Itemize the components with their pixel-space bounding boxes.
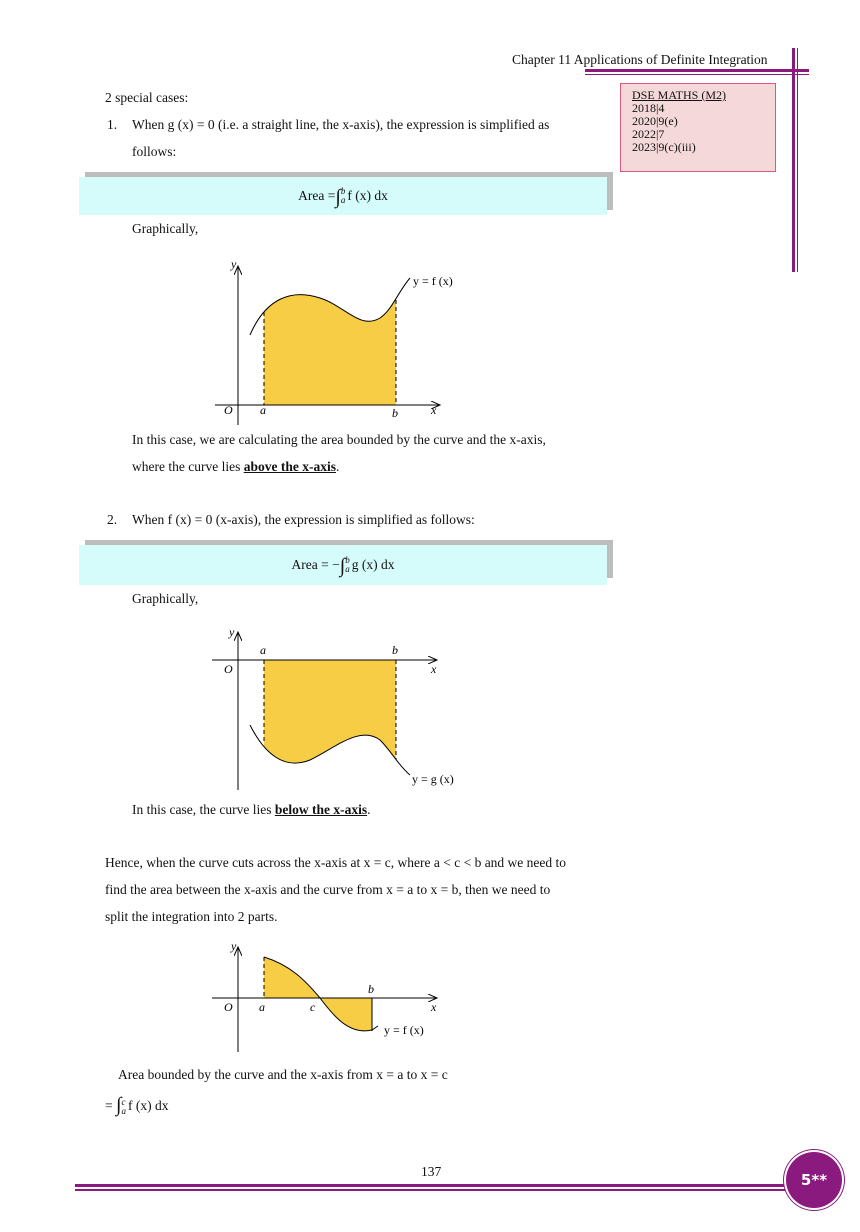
case2-text: When f (x) = 0 (x-axis), the expression is simplified as follows: bbox=[132, 512, 475, 527]
text: . bbox=[335, 459, 340, 474]
text: . bbox=[367, 802, 371, 817]
integrand: f (x) dx bbox=[127, 1098, 169, 1113]
dse-ref: 2022|7 bbox=[632, 127, 665, 141]
text: In this case, the curve lies bbox=[132, 802, 275, 817]
y-label: y bbox=[229, 625, 235, 639]
chapter-title: Chapter 11 Applications of Definite Integration bbox=[512, 52, 768, 67]
origin-label: O bbox=[224, 662, 233, 676]
hence-text-1: Hence, when the curve cuts across the x-axis at x = c, where a < c < b and we need to bbox=[105, 855, 567, 870]
graphically-label: Graphically, bbox=[132, 221, 199, 236]
intro-text: 2 special cases: bbox=[105, 90, 189, 105]
page-number: 137 bbox=[421, 1164, 442, 1179]
upper-limit: b bbox=[345, 555, 350, 565]
formula-box-1: Area = ∫ b a f (x) dx bbox=[79, 177, 607, 215]
hence-text-3: split the integration into 2 parts. bbox=[105, 909, 278, 924]
curve-label: y = f (x) bbox=[384, 1023, 424, 1037]
hence-text-2: find the area between the x-axis and the curve from x = a to x = b, then we need to bbox=[105, 882, 551, 897]
formula-lhs: Area = bbox=[298, 188, 336, 203]
dse-ref: 2023|9(c)(iii) bbox=[632, 140, 696, 154]
area-formula: = ∫ c a f (x) dx bbox=[105, 1094, 169, 1116]
b-label: b bbox=[368, 982, 374, 996]
emphasis: below the x-axis bbox=[274, 802, 368, 817]
formula-lhs: Area = − bbox=[291, 557, 340, 572]
upper-limit: c bbox=[121, 1096, 126, 1107]
curve-label: y = g (x) bbox=[412, 772, 454, 786]
curve-label: y = f (x) bbox=[413, 274, 453, 288]
lower-limit: a bbox=[121, 1105, 126, 1116]
level-badge: 5** bbox=[784, 1150, 844, 1210]
footer-rule-thin bbox=[75, 1189, 790, 1191]
y-label: y bbox=[231, 257, 237, 271]
y-label: y bbox=[231, 939, 237, 953]
x-label: x bbox=[431, 403, 437, 417]
x-label: x bbox=[431, 662, 437, 676]
b-label: b bbox=[392, 643, 398, 657]
dse-ref: 2020|9(e) bbox=[632, 114, 678, 128]
c-label: c bbox=[310, 1000, 316, 1014]
text: where the curve lies bbox=[132, 459, 244, 474]
integrand: f (x) dx bbox=[347, 188, 388, 203]
dse-title: DSE MATHS (M2) bbox=[632, 88, 727, 102]
upper-limit: b bbox=[340, 186, 346, 196]
a-label: a bbox=[260, 643, 266, 657]
case1-number: 1. bbox=[107, 117, 118, 132]
b-label: b bbox=[392, 406, 398, 420]
case2-number: 2. bbox=[107, 512, 118, 527]
origin-label: O bbox=[224, 1000, 233, 1014]
dse-ref: 2018|4 bbox=[632, 101, 665, 115]
a-label: a bbox=[260, 403, 266, 417]
footer-rule bbox=[75, 1184, 790, 1187]
case2-desc bbox=[132, 802, 370, 818]
case1-text-2: follows: bbox=[132, 144, 177, 159]
lower-limit: a bbox=[345, 564, 350, 574]
graph-area-above-axis bbox=[215, 257, 453, 425]
graphically-label: Graphically, bbox=[132, 591, 199, 606]
x-label: x bbox=[431, 1000, 437, 1014]
emphasis: above the x-axis bbox=[243, 459, 336, 474]
lower-limit: a bbox=[340, 195, 346, 205]
graph-crossing-axis bbox=[212, 939, 437, 1052]
a-label: a bbox=[259, 1000, 265, 1014]
integrand: g (x) dx bbox=[351, 557, 395, 572]
graph-area-below-axis bbox=[212, 625, 454, 790]
formula-lhs: = bbox=[105, 1098, 116, 1113]
case1-desc: In this case, we are calculating the area bounded by the curve and the x-axis, bbox=[132, 432, 546, 447]
origin-label: O bbox=[224, 403, 233, 417]
case1-desc-2 bbox=[132, 459, 339, 475]
area-text: Area bounded by the curve and the x-axis from x = a to x = c bbox=[118, 1067, 448, 1082]
formula-box-2: Area = − ∫ b a g (x) dx bbox=[79, 545, 607, 585]
case1-text: When g (x) = 0 (i.e. a straight line, the x-axis), the expression is simplified as bbox=[132, 117, 550, 132]
